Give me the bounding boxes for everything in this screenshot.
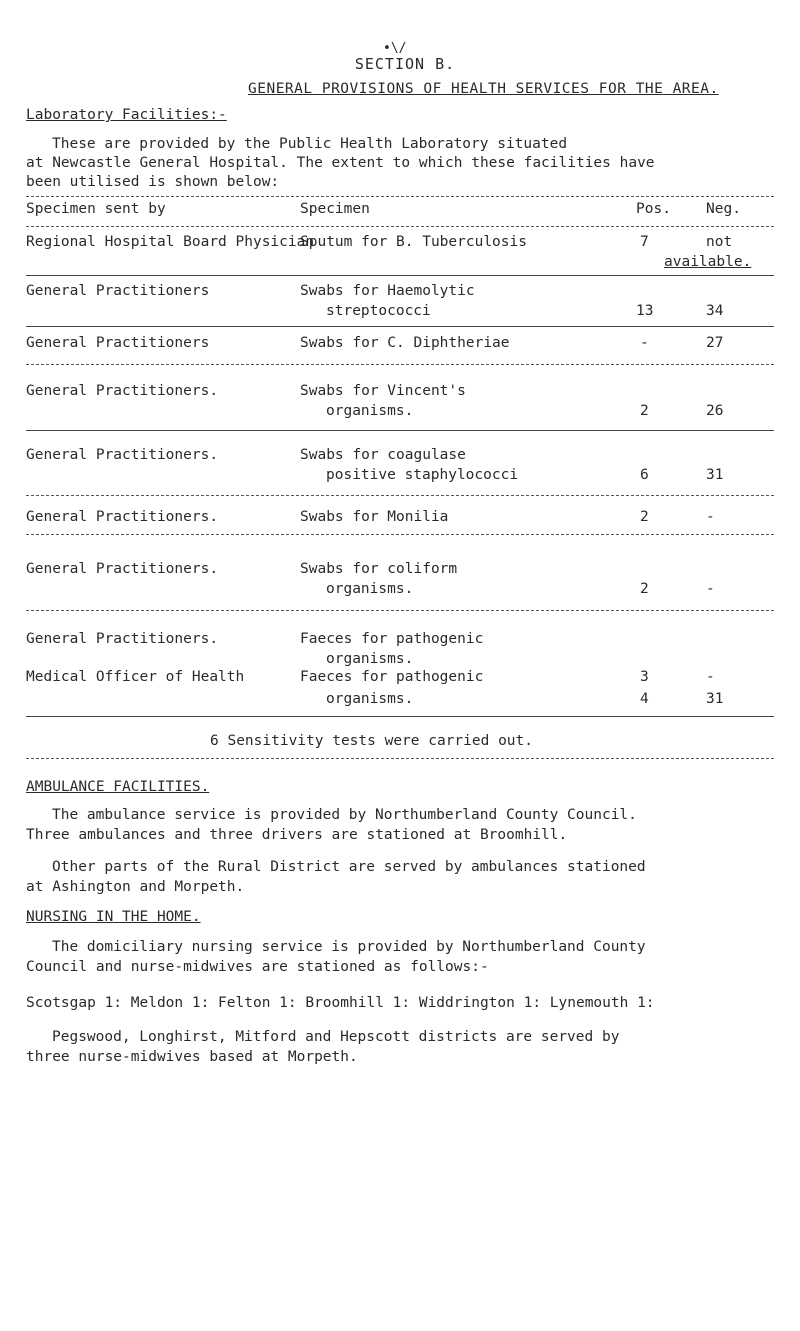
ambulance-line: The ambulance service is provided by Northumberland County Council. xyxy=(52,807,637,823)
cell-specimen: Swabs for coliform xyxy=(300,561,458,577)
cell-sender: General Practitioners. xyxy=(26,447,219,463)
cell-specimen: Swabs for Haemolytic xyxy=(300,283,475,299)
table-bottom-rule xyxy=(26,716,774,717)
ambulance-line: Three ambulances and three drivers are stationed at Broomhill. xyxy=(26,826,568,843)
nursing-heading: NURSING IN THE HOME. xyxy=(26,909,201,925)
cell-pos: 2 xyxy=(640,403,649,419)
cell-sender: Regional Hospital Board Physician xyxy=(26,234,315,250)
cell-sender: General Practitioners xyxy=(26,335,210,351)
laboratory-intro-line-1: These are provided by the Public Health Laboratory situated xyxy=(52,136,568,152)
table-top-rule xyxy=(26,196,774,197)
ambulance-heading: AMBULANCE FACILITIES. xyxy=(26,779,210,795)
ambulance-line: at Ashington and Morpeth. xyxy=(26,878,245,895)
cell-sender: General Practitioners. xyxy=(26,561,219,577)
cell-specimen-line2: positive staphylococci xyxy=(326,467,519,483)
row-rule xyxy=(26,326,774,327)
cell-specimen: Faeces for pathogenic xyxy=(300,631,484,647)
ambulance-paragraph-2 xyxy=(26,858,766,897)
cell-specimen: Swabs for Monilia xyxy=(300,509,449,525)
cell-pos: 3 xyxy=(640,669,649,685)
cell-specimen-line2: organisms. xyxy=(326,651,414,667)
row-rule xyxy=(26,534,774,535)
cell-sender: General Practitioners xyxy=(26,283,210,299)
column-header-neg: Neg. xyxy=(706,201,741,217)
nursing-stations xyxy=(26,994,766,1014)
header-rule xyxy=(26,226,774,227)
cell-sender: General Practitioners. xyxy=(26,383,219,399)
cell-pos: 2 xyxy=(640,581,649,597)
cell-pos: 6 xyxy=(640,467,649,483)
cell-specimen: Faeces for pathogenic xyxy=(300,669,484,685)
cell-sender: General Practitioners. xyxy=(26,509,219,525)
cell-neg: 27 xyxy=(706,335,724,351)
cell-neg-line2: available. xyxy=(664,254,752,270)
cell-neg: 34 xyxy=(706,303,724,319)
cell-pos: 2 xyxy=(640,509,649,525)
nursing-line: Pegswood, Longhirst, Mitford and Hepscott districts are served by xyxy=(52,1029,620,1045)
cell-neg: - xyxy=(706,509,715,525)
row-rule xyxy=(26,610,774,611)
cell-neg: 26 xyxy=(706,403,724,419)
page-mark: •\/ xyxy=(383,41,407,56)
laboratory-intro-line-2: at Newcastle General Hospital. The extent to which these facilities have xyxy=(26,155,655,171)
cell-neg: 31 xyxy=(706,467,724,483)
main-heading: GENERAL PROVISIONS OF HEALTH SERVICES FOR THE AREA. xyxy=(248,81,719,97)
ambulance-paragraph-1 xyxy=(26,806,766,845)
cell-neg: - xyxy=(706,669,715,685)
cell-specimen: Swabs for Vincent's xyxy=(300,383,466,399)
cell-pos: 13 xyxy=(636,303,654,319)
column-header-specimen: Specimen xyxy=(300,201,370,217)
cell-sender: Medical Officer of Health xyxy=(26,669,245,685)
nursing-line: The domiciliary nursing service is provided by Northumberland County xyxy=(52,939,646,955)
cell-specimen: Swabs for coagulase xyxy=(300,447,466,463)
note-rule xyxy=(26,758,774,759)
cell-specimen-line2: organisms. xyxy=(326,691,414,707)
column-header-pos: Pos. xyxy=(636,201,671,217)
row-rule xyxy=(26,495,774,496)
section-title: SECTION B. xyxy=(354,55,456,73)
sensitivity-note: 6 Sensitivity tests were carried out. xyxy=(210,733,534,749)
cell-specimen: Sputum for B. Tuberculosis xyxy=(300,234,527,250)
nursing-paragraph-1 xyxy=(26,938,766,977)
cell-pos: 4 xyxy=(640,691,649,707)
row-rule xyxy=(26,430,774,431)
cell-pos: - xyxy=(640,335,649,351)
cell-neg: - xyxy=(706,581,715,597)
cell-specimen-line2: organisms. xyxy=(326,403,414,419)
ambulance-line: Other parts of the Rural District are served by ambulances stationed xyxy=(52,859,646,875)
cell-specimen-line2: organisms. xyxy=(326,581,414,597)
row-rule xyxy=(26,364,774,365)
cell-sender: General Practitioners. xyxy=(26,631,219,647)
column-header-sender: Specimen sent by xyxy=(26,201,166,217)
nursing-stations-line: Scotsgap 1: Meldon 1: Felton 1: Broomhill 1: Widdrington 1: Lynemouth 1: xyxy=(26,995,655,1011)
cell-neg: not xyxy=(706,234,733,250)
nursing-line: three nurse-midwives based at Morpeth. xyxy=(26,1048,358,1065)
nursing-line: Council and nurse-midwives are stationed as follows:- xyxy=(26,958,489,975)
cell-specimen-line2: streptococci xyxy=(326,303,431,319)
row-rule xyxy=(26,275,774,276)
laboratory-intro-line-3: been utilised is shown below: xyxy=(26,174,280,190)
cell-neg: 31 xyxy=(706,691,724,707)
nursing-paragraph-3 xyxy=(26,1028,766,1067)
laboratory-heading: Laboratory Facilities:- xyxy=(26,107,227,123)
cell-specimen: Swabs for C. Diphtheriae xyxy=(300,335,510,351)
cell-pos: 7 xyxy=(640,234,649,250)
